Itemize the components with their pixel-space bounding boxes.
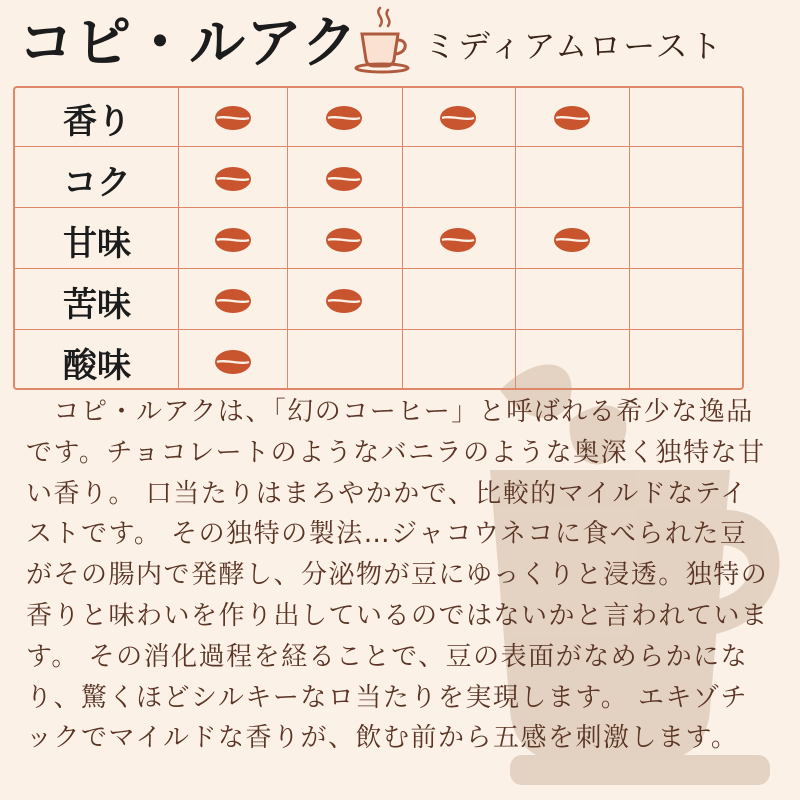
description-body: 「幻のコーヒー」と呼ばれる希少な逸品です。チョコレートのようなバニラのような奥深く独特な甘い香り。 口当たりはまろやかかで、比較的マイルドなテイストです。 その独特の製法…ジャコウネコに食べられた豆がその腸内で発酵し、分泌物が豆にゆっくりと浸透。独特の香りと味わいを作り出しているのではないかと言われています。 その消化過程を経ることで、豆の表面がなめらかになり、驚くほどシルキーなロ当たりを実現します。 エキゾチックでマイルドな香りが、飲む前から五感を刺激します。 xyxy=(26,397,769,754)
flavor-chart xyxy=(13,86,744,390)
flavor-row-body xyxy=(15,149,742,209)
description xyxy=(26,392,772,759)
flavor-row-sweetness xyxy=(15,210,742,270)
coffee-bean-icon xyxy=(325,288,363,314)
page-title: コピ・ルアク xyxy=(18,11,359,76)
flavor-row-acidity xyxy=(15,332,742,392)
flavor-label: 甘味 xyxy=(63,223,131,264)
coffee-bean-icon xyxy=(553,105,591,131)
description-lead: コピ・ルアクは、 xyxy=(53,397,273,427)
coffee-bean-icon xyxy=(439,227,477,253)
coffee-bean-icon xyxy=(214,227,252,253)
coffee-bean-icon xyxy=(214,288,252,314)
coffee-bean-icon xyxy=(214,166,252,192)
flavor-row-aroma xyxy=(15,88,742,148)
coffee-bean-icon xyxy=(325,166,363,192)
coffee-bean-icon xyxy=(553,227,591,253)
flavor-label: 酸味 xyxy=(63,345,131,386)
flavor-label: 苦味 xyxy=(63,284,131,325)
coffee-bean-icon xyxy=(325,227,363,253)
coffee-bean-icon xyxy=(214,349,252,375)
coffee-cup-icon xyxy=(350,4,414,74)
flavor-label: 香り xyxy=(63,101,131,142)
coffee-bean-icon xyxy=(439,105,477,131)
flavor-row-bitterness xyxy=(15,271,742,331)
coffee-bean-icon xyxy=(214,105,252,131)
roast-level: ミディアムロースト xyxy=(424,27,724,65)
flavor-label: コク xyxy=(63,162,131,203)
coffee-bean-icon xyxy=(325,105,363,131)
